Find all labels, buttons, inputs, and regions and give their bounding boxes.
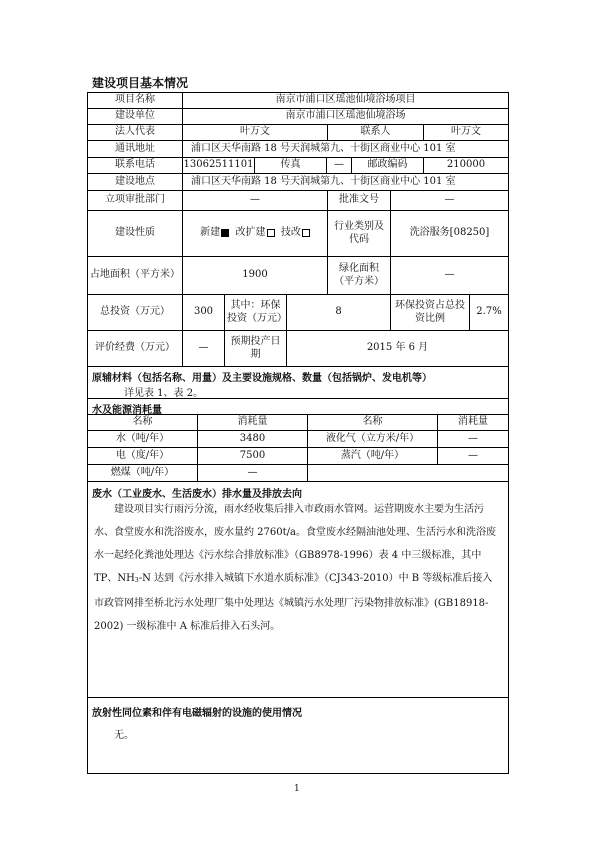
nature-label: 建设性质 — [88, 211, 183, 256]
phone-label: 联系电话 — [88, 158, 183, 173]
energy-heading: 水及能源消耗量 — [92, 405, 162, 416]
checkbox-checked-icon — [221, 229, 229, 237]
row-area — [88, 257, 508, 295]
address-label: 通讯地址 — [88, 141, 183, 157]
area-value: 1900 — [183, 257, 328, 294]
row-address — [88, 141, 508, 158]
row-investment — [88, 295, 508, 331]
nature-options — [183, 211, 328, 256]
table-row — [88, 431, 508, 448]
approval-no-value: — — [444, 194, 455, 206]
industry-label: 行业类别及代码 — [328, 211, 391, 256]
row-nature — [88, 211, 508, 257]
energy-name: 蒸汽（吨/年） — [308, 448, 438, 464]
env-invest-value: 8 — [287, 295, 391, 330]
energy-name: 液化气（立方米/年） — [308, 431, 438, 447]
energy-heading-row — [88, 399, 508, 415]
operation-value: 2015 年 6 月 — [366, 342, 429, 354]
page-title: 建设项目基本情况 — [92, 76, 189, 90]
contact-value: 叶万文 — [451, 126, 481, 138]
energy-name: 电（度/年） — [88, 448, 198, 464]
green-label: 绿化面积（平方米） — [328, 257, 391, 294]
address-value: 浦口区天华南路 18 号天润城第九、十街区商业中心 101 室 — [191, 142, 456, 154]
energy-col-name-1: 名称 — [88, 415, 198, 430]
postcode-label: 邮政编码 — [352, 158, 424, 173]
row-phone — [88, 158, 508, 174]
ratio-value: 2.7% — [476, 306, 502, 318]
checkbox-empty-icon — [267, 229, 275, 237]
energy-amount: — — [468, 432, 478, 444]
row-unit — [88, 109, 508, 125]
approval-dept-label: 立项审批部门 — [88, 191, 183, 210]
materials-text: 详见表 1、表 2。 — [124, 388, 204, 399]
phone-value: 13062511101 — [183, 158, 255, 173]
unit-label: 建设单位 — [88, 109, 183, 124]
radiation-section — [88, 698, 508, 773]
green-value: — — [444, 269, 455, 281]
radiation-text: 无。 — [114, 730, 134, 741]
row-eval-fee — [88, 331, 508, 367]
row-site — [88, 174, 508, 191]
energy-table-header — [88, 415, 508, 431]
energy-col-amount-2: 消耗量 — [458, 416, 488, 428]
site-label: 建设地点 — [88, 174, 183, 190]
page-number: 1 — [294, 784, 300, 794]
nature-option-tech[interactable]: 技改 — [281, 227, 310, 240]
energy-amount: 3480 — [198, 431, 308, 447]
radiation-heading: 放射性同位素和伴有电磁辐射的设施的使用情况 — [92, 708, 302, 719]
project-name-value: 南京市浦口区瑶池仙境浴场项目 — [275, 94, 416, 106]
project-name-label: 项目名称 — [88, 93, 183, 108]
wastewater-heading: 废水（工业废水、生活废水）排水量及排放去向 — [92, 489, 302, 500]
fax-value: — — [327, 158, 352, 173]
site-value: 浦口区天华南路 18 号天润城第九、十街区商业中心 101 室 — [191, 175, 456, 187]
energy-name: 燃煤（吨/年） — [88, 465, 198, 481]
legal-rep-label: 法人代表 — [88, 125, 183, 140]
nature-option-new[interactable]: 新建 — [200, 227, 229, 240]
row-project-name — [88, 93, 508, 109]
postcode-value: 210000 — [446, 159, 486, 171]
table-row — [88, 465, 508, 482]
energy-col-name-2: 名称 — [308, 415, 438, 430]
energy-amount: — — [198, 465, 308, 481]
basic-info-form — [87, 92, 509, 774]
materials-section — [88, 367, 508, 399]
unit-value: 南京市浦口区瑶池仙境浴场 — [285, 110, 406, 122]
fax-label: 传真 — [255, 158, 327, 173]
energy-amount: — — [468, 449, 478, 461]
operation-label: 预期投产日期 — [225, 331, 287, 366]
industry-value: 洗浴服务[08250] — [409, 227, 490, 239]
ratio-label: 环保投资占总投资比例 — [391, 295, 470, 330]
energy-name: 水（吨/年） — [88, 431, 198, 447]
energy-empty-cell — [308, 465, 508, 481]
nature-option-expand[interactable]: 改扩建 — [236, 227, 275, 240]
row-legal-rep — [88, 125, 508, 141]
checkbox-empty-icon — [302, 229, 310, 237]
eval-fee-value: — — [183, 331, 225, 366]
row-approval — [88, 191, 508, 211]
approval-no-label: 批准文号 — [328, 191, 391, 210]
approval-dept-value: — — [183, 191, 328, 210]
env-invest-label: 其中：环保投资（万元） — [225, 295, 287, 330]
wastewater-section — [88, 482, 508, 698]
invest-value: 300 — [183, 295, 225, 330]
eval-fee-label: 评价经费（万元） — [88, 331, 183, 366]
wastewater-paragraph: 建设项目实行雨污分流，雨水经收集后排入市政雨水管网。运营期废水主要为生活污水、食堂废水和洗浴废水，废水量约 2760t/a。食堂废水经隔油池处理、生活污水和洗浴废水一起经化粪池处理达《污水综合排放标准》（GB8978-1996）表 4 中三级标准，其中 TP、NH3-N 达到《污水排入城镇下水道水质标准》（CJ343-2010）中 B 等级标准后接入市政管网排至桥北污水处理厂集中处理达《城镇污水处理厂污染物排放标准》(GB18918-2002) 一级标准中 A 标准后排入石头河。 — [94, 504, 496, 632]
legal-rep-value: 叶万文 — [183, 125, 328, 140]
area-label: 占地面积（平方米） — [88, 257, 183, 294]
energy-col-amount-1: 消耗量 — [198, 415, 308, 430]
energy-amount: 7500 — [198, 448, 308, 464]
materials-heading: 原辅材料（包括名称、用量）及主要设施规格、数量（包括锅炉、发电机等） — [92, 373, 432, 384]
table-row — [88, 448, 508, 465]
contact-label: 联系人 — [328, 125, 424, 140]
invest-label: 总投资（万元） — [88, 295, 183, 330]
